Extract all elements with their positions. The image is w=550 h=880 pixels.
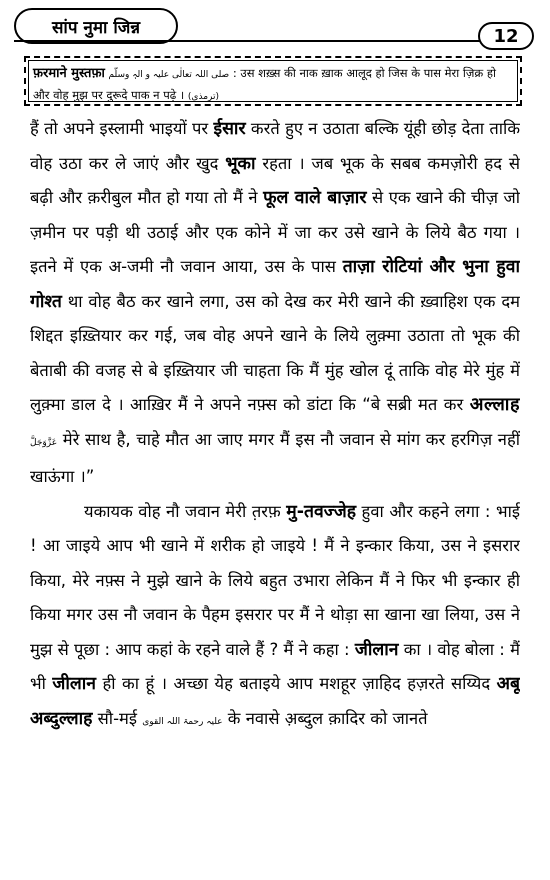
text-run: हुवा और कहने लगा : भाई ! आ जाइये आप भी खाने में शरीक हो जाइये ! मैं ने इन्कार किया, उस ने इसरार किया, मेरे नफ़्स ने मुझे खाने के लिये बहुत उभारा लेकिन मैं ने फिर भी इन्कार ही किया मगर उस नौ जवान के पैहम इसरार पर मैं ने थोड़ा सा खाना खा लिया, उस ने मुझ से पूछा : आप कहां के रहने वाले हैं ? मैं ने कहा :	[30, 501, 520, 659]
bold-term: ईसार	[213, 119, 246, 139]
arabic-honorific: علیہ رحمۃ اللہ القوی	[142, 716, 223, 727]
hadith-text-block	[28, 60, 518, 102]
bold-term: मु-तवज्जेह	[286, 501, 357, 522]
text-run: था वोह बैठ कर खाने लगा, उस को देख कर मेरी खाने की ख़्वाहिश एक दम शिद्दत इख़्तियार कर गई, जब वोह अपने खाने के लिये लुक़्मा उठाता तो भूक की बेताबी की वजह से बे इख़्तियार जी चाहता कि मैं मुंह खोल दूं ताकि वोह मेरे मुंह में लुक़्मा डाल दे । आख़िर मैं ने अपने नफ़्स को डांटा कि “बे सब्री मत कर	[30, 291, 520, 414]
page-number-badge	[478, 22, 534, 50]
arabic-honorific: عَزَّوَجَلَّ	[30, 437, 58, 448]
chapter-title: सांप नुमा जिन्न	[51, 17, 141, 38]
text-run: हैं तो अपने इस्लामी भाइयों पर	[30, 119, 214, 138]
text-run: ही का हूं । अच्छा येह बताइये आप मशहूर ज़ाहिद हज़रते सय्यिद	[96, 674, 497, 693]
chapter-title-badge	[14, 8, 178, 44]
hadith-label: फ़रमाने मुस्तफ़ा	[33, 66, 105, 81]
text-run: करते हुए न उठाता बल्कि यूंही छोड़ देता ताकि वोह उठा कर ले जाएं और खुद	[30, 119, 520, 173]
text-run: का । वोह बोला : मैं भी	[30, 639, 520, 693]
text-run: से एक खाने की चीज़ जो ज़मीन पर पड़ी थी उठाई और एक कोने में जा कर उसे खाने के लिये बैठ गया । इतने में एक अ-जमी नौ जवान आया, उस के पास	[30, 188, 520, 276]
text-run: रहता । जब भूक के सबब कमज़ोरी हद से बढ़ी और क़रीबुल मौत हो गया तो मैं ने	[30, 153, 520, 207]
hadith-box	[24, 56, 522, 106]
hadith-blessing: صلی اللہ تعالٰی علیہ و الہٖ وسلّم	[108, 70, 230, 80]
text-run: सौ-मई	[92, 708, 143, 728]
bold-term: अबू अब्दुल्लाह	[30, 674, 520, 729]
text-run: यकायक वोह नौ जवान मेरी त़रफ़	[84, 501, 287, 521]
body-text	[30, 112, 520, 872]
paragraph-2	[30, 495, 520, 740]
hadith-source: (ترمذی)	[187, 92, 219, 102]
bold-term: ताज़ा रोटियां और भुना हुवा गोश्त	[30, 257, 520, 312]
bold-term: जीलान	[354, 639, 399, 660]
text-run: के नवासे अ़ब्दुल क़ादिर को जानते	[222, 708, 428, 728]
header-rule	[14, 40, 480, 42]
bold-term: जीलान	[52, 674, 97, 694]
paragraph-1	[30, 112, 520, 495]
hadith-text: : उस शख़्स की नाक ख़ाक आलूद हो जिस के पास मेरा ज़िक्र हो और वोह मुझ पर दुरूदे पाक न पढ़े ।	[33, 66, 496, 102]
text-run: मेरे साथ है, चाहे मौत आ जाए मगर मैं इस नौ जवान से मांग कर हरगिज़ नहीं खाऊंगा ।”	[30, 429, 520, 486]
bold-term: भूका	[225, 153, 256, 174]
bold-term: फूल वाले बाज़ार	[263, 188, 367, 208]
allah-name: अल्लाह	[469, 394, 520, 415]
page-number: 12	[493, 25, 519, 47]
